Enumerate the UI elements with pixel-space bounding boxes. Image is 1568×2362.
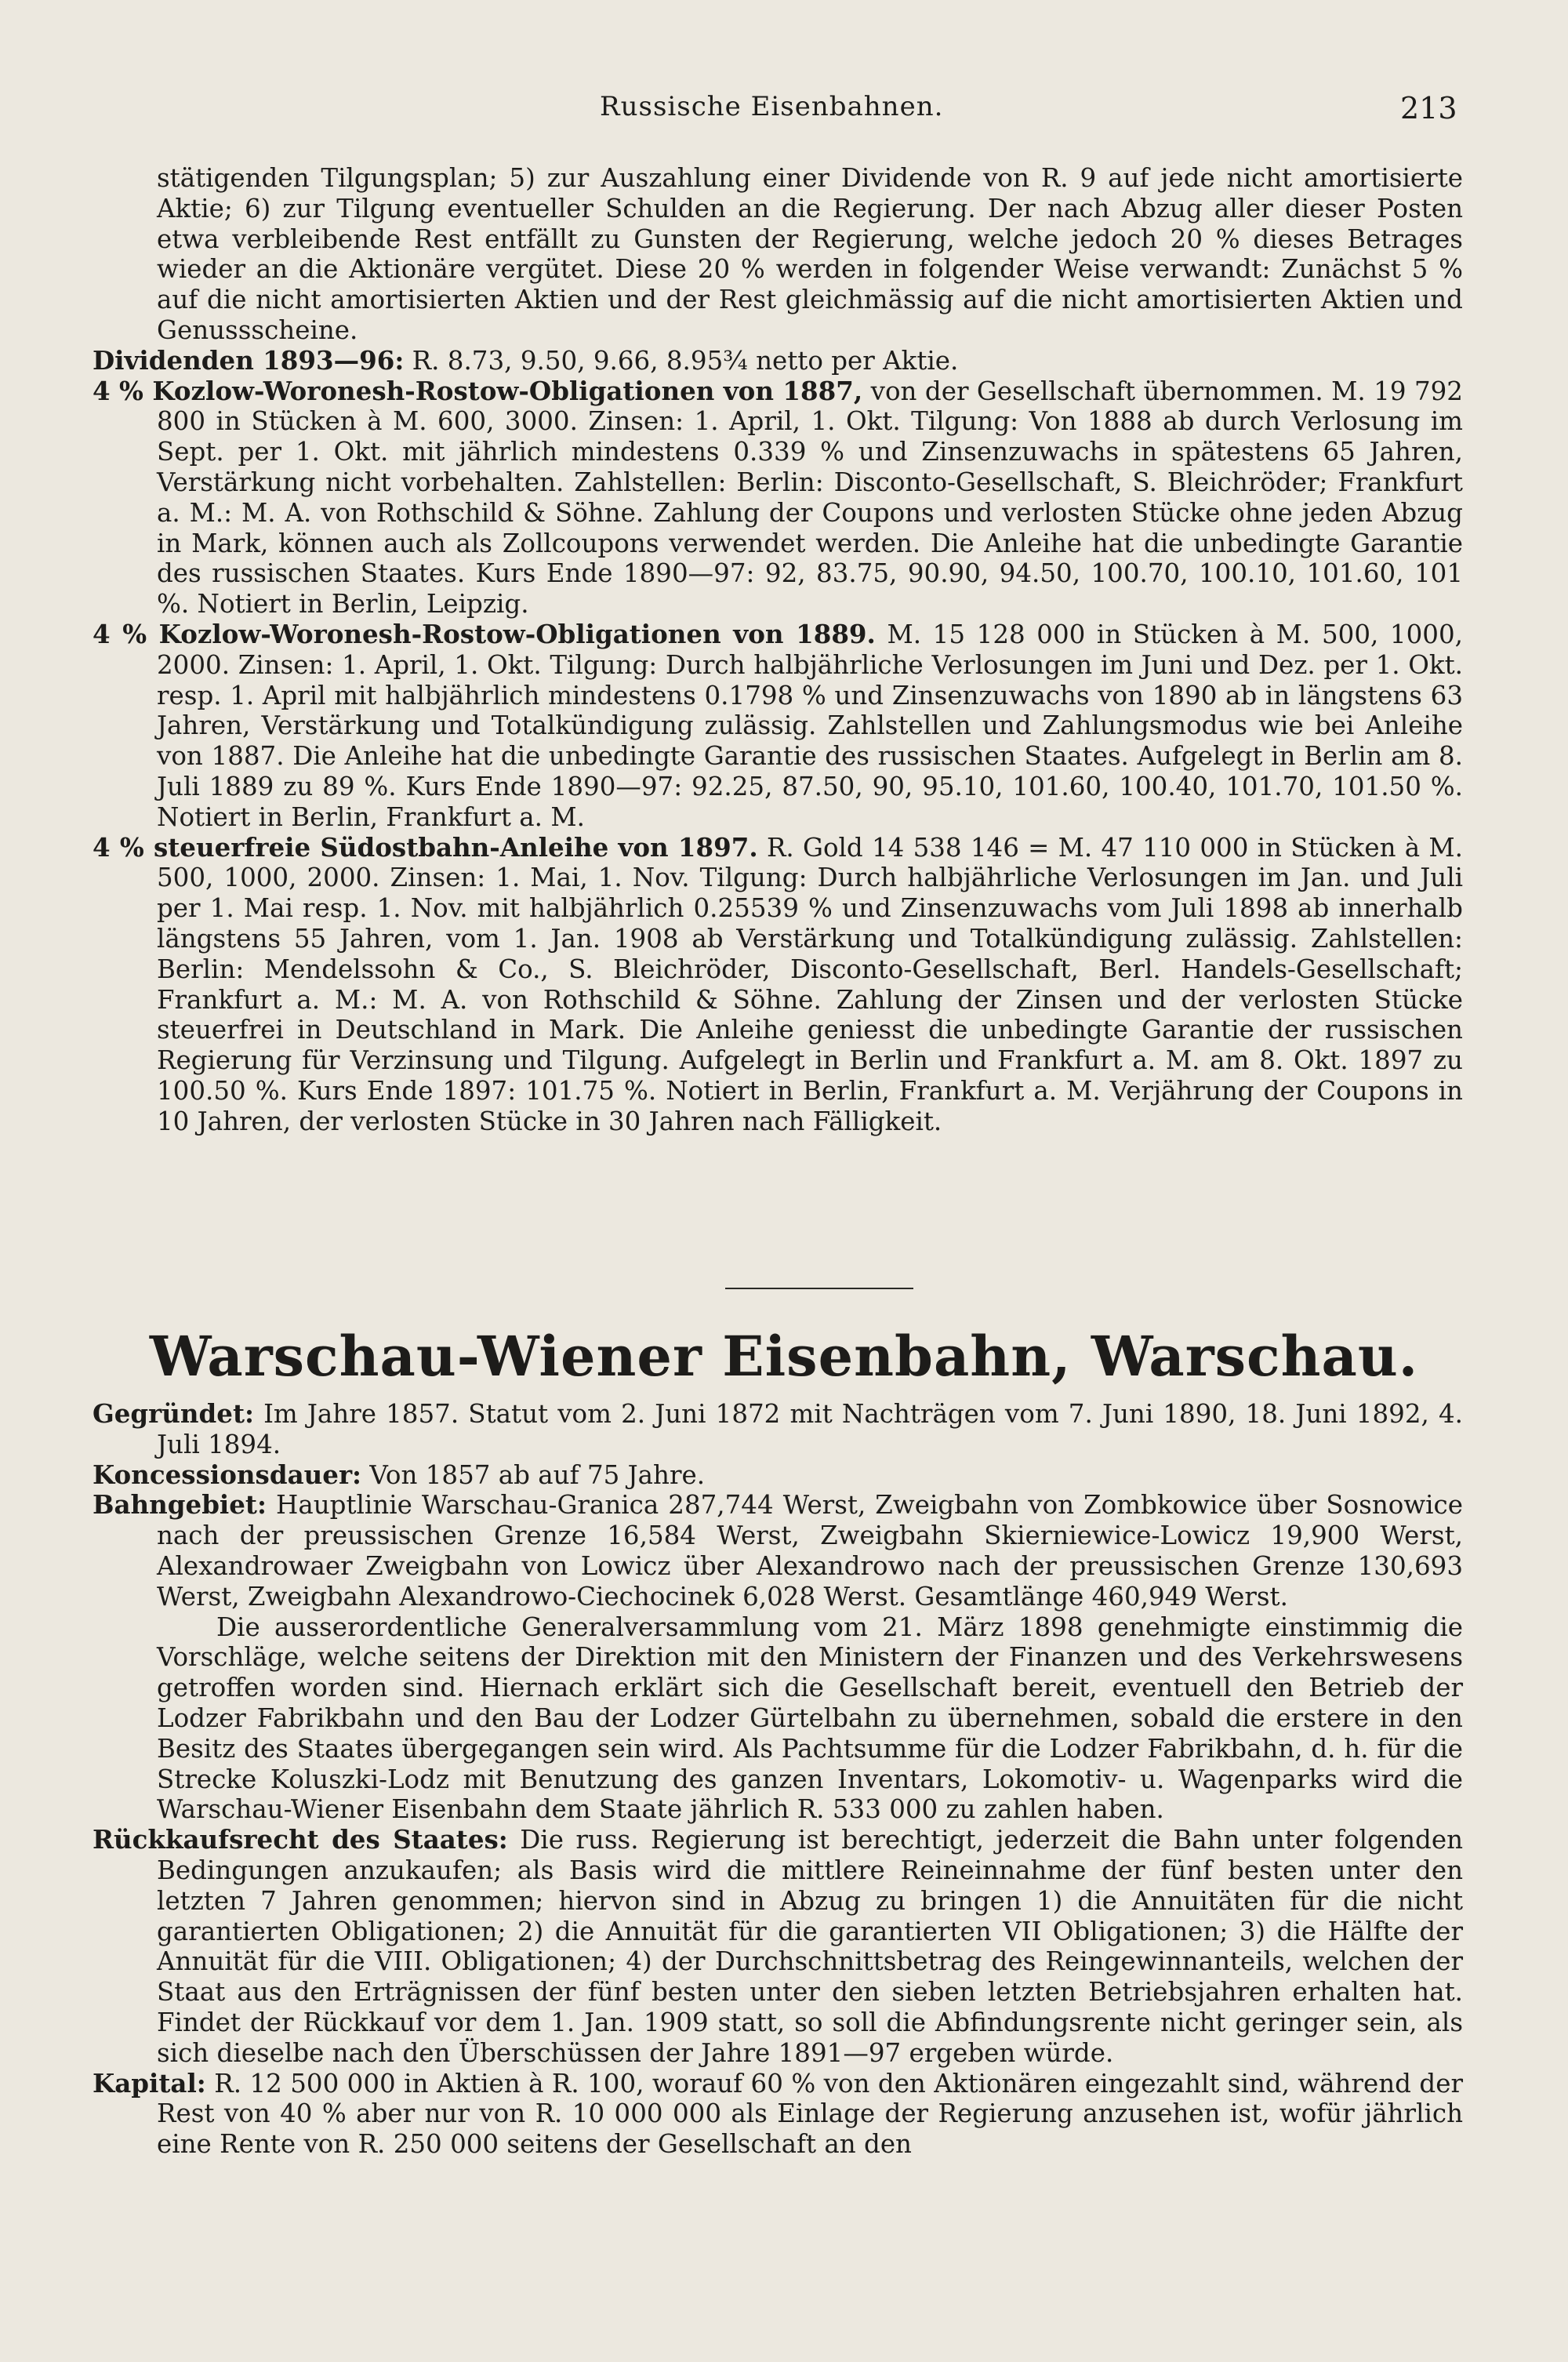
dividends-entry (93, 346, 1463, 376)
page-number: 213 (1400, 91, 1457, 125)
founded-label: Gegründet: (93, 1398, 254, 1429)
loan-1889-text: M. 15 128 000 in Stücken à M. 500, 1000, 2000. Zinsen: 1. April, 1. Okt. Tilgung: Durch halbjährliche Verlosungen im Juni und Dez. per 1. Okt. resp. 1. April mit halbjährlich mindestens 0.1798 % und Zinsenzuwachs von 1890 ab in längstens 63 Jahren, Verstärkung und Totalkündigung zulässig. Zahlstellen und Zahlungsmodus wie bei Anleihe von 1887. Die Anleihe hat die unbedingte Garantie des russischen Staates. Aufgelegt in Berlin am 8. Juli 1889 zu 89 %. Kurs Ende 1890—97: 92.25, 87.50, 90, 95.10, 101.60, 100.40, 101.70, 101.50 %. Notiert in Berlin, Frankfurt a. M. (157, 619, 1463, 832)
section-heading: Warschau-Wiener Eisenbahn, Warschau. (149, 1324, 1419, 1389)
buyback-entry (93, 1825, 1463, 2068)
founded-text: Im Jahre 1857. Statut vom 2. Juni 1872 mit Nachträgen vom 7. Juni 1890, 18. Juni 1892, 4. Juli 1894. (157, 1399, 1463, 1459)
general-meeting-paragraph: Die ausserordentliche Generalversammlung vom 21. März 1898 genehmigte einstimmig die Vorschläge, welche seitens der Direktion mit den Ministern der Finanzen und des Verkehrswesens getroffen worden sind. Hiernach erklärt sich die Gesellschaft bereit, eventuell den Betrieb der Lodzer Fabrikbahn und den Bau der Lodzer Gürtelbahn zu übernehmen, sobald die erstere in den Besitz des Staates übergegangen sein wird. Als Pachtsumme für die Lodzer Fabrikbahn, d. h. für die Strecke Koluszki-Lodz mit Benutzung des ganzen Inventars, Lokomotiv- u. Wagenparks wird die Warschau-Wiener Eisenbahn dem Staate jährlich R. 533 000 zu zahlen haben. (157, 1612, 1463, 1825)
loan-1897-label: 4 % steuerfreie Südostbahn-Anleihe von 1897. (93, 831, 758, 863)
network-entry (93, 1490, 1463, 1612)
loan-1887-entry (93, 376, 1463, 620)
capital-entry (93, 2069, 1463, 2160)
dividends-label: Dividenden 1893—96: (93, 344, 405, 376)
loan-1889-label: 4 % Kozlow-Woronesh-Rostow-Obligationen von 1889. (93, 618, 876, 649)
section-divider (725, 1288, 913, 1289)
founded-entry (93, 1399, 1463, 1460)
buyback-text: Die russ. Regierung ist berechtigt, jederzeit die Bahn unter folgenden Bedingungen anzukaufen; als Basis wird die mittlere Reineinnahme der fünf besten unter den letzten 7 Jahren genommen; hiervon sind in Abzug zu bringen 1) die Annuitäten für die nicht garantierten Obligationen; 2) die Annuität für die garantierten VII Obligationen; 3) die Hälfte der Annuität für die VIII. Obligationen; 4) der Durchschnittsbetrag des Reingewinnanteils, welchen der Staat aus den Erträgnissen der fünf besten unter den sieben letzten Betriebsjahren erhalten hat. Findet der Rückkauf vor dem 1. Jan. 1909 statt, so soll die Abfindungsrente nicht geringer sein, als sich dieselbe nach den Überschüssen der Jahre 1891—97 ergeben würde. (157, 1825, 1463, 2068)
railway-finance-continuation (93, 163, 1463, 1137)
dividends-text: R. 8.73, 9.50, 9.66, 8.95¾ netto per Aktie. (412, 345, 959, 376)
running-title: Russische Eisenbahnen. (600, 91, 944, 122)
loan-1889-entry (93, 620, 1463, 833)
warschau-wiener-section (93, 1399, 1463, 2160)
concession-entry (93, 1460, 1463, 1491)
capital-label: Kapital: (93, 2067, 206, 2099)
concession-text: Von 1857 ab auf 75 Jahre. (369, 1459, 706, 1490)
continuation-paragraph: stätigenden Tilgungsplan; 5) zur Auszahlung einer Dividende von R. 9 auf jede nicht amortisierte Aktie; 6) zur Tilgung eventueller Schulden an die Regierung. Der nach Abzug aller dieser Posten etwa verbleibende Rest entfällt zu Gunsten der Regierung, welche jedoch 20 % dieses Betrages wieder an die Aktionäre vergütet. Diese 20 % werden in folgender Weise verwandt: Zunächst 5 % auf die nicht amortisierten Aktien und der Rest gleichmässig auf die nicht amortisierten Aktien und Genussscheine. (157, 163, 1463, 345)
loan-1887-text: von der Gesellschaft übernommen. M. 19 792 800 in Stücken à M. 600, 3000. Zinsen: 1. April, 1. Okt. Tilgung: Von 1888 ab durch Verlosung im Sept. per 1. Okt. mit jährlich mindestens 0.339 % und Zinsenzuwachs in spätestens 65 Jahren, Verstärkung nicht vorbehalten. Zahlstellen: Berlin: Disconto-Gesellschaft, S. Bleichröder; Frankfurt a. M.: M. A. von Rothschild & Söhne. Zahlung der Coupons und verlosten Stücke ohne jeden Abzug in Mark, können auch als Zollcoupons verwendet werden. Die Anleihe hat die unbedingte Garantie des russischen Staates. Kurs Ende 1890—97: 92, 83.75, 90.90, 94.50, 100.70, 100.10, 101.60, 101 %. Notiert in Berlin, Leipzig. (157, 376, 1463, 620)
loan-1897-text: R. Gold 14 538 146 = M. 47 110 000 in Stücken à M. 500, 1000, 2000. Zinsen: 1. Mai, 1. Nov. Tilgung: Durch halbjährliche Verlosungen im Jan. und Juli per 1. Mai resp. 1. Nov. mit halbjährlich 0.25539 % und Zinsenzuwachs vom Juli 1898 ab innerhalb längstens 55 Jahren, vom 1. Jan. 1908 ab Verstärkung und Totalkündigung zulässig. Zahlstellen: Berlin: Mendelssohn & Co., S. Bleichröder, Disconto-Gesellschaft, Berl. Handels-Gesellschaft; Frankfurt a. M.: M. A. von Rothschild & Söhne. Zahlung der Zinsen und der verlosten Stücke steuerfrei in Deutschland in Mark. Die Anleihe geniesst die unbedingte Garantie der russischen Regierung für Verzinsung und Tilgung. Aufgelegt in Berlin und Frankfurt a. M. am 8. Okt. 1897 zu 100.50 %. Kurs Ende 1897: 101.75 %. Notiert in Berlin, Frankfurt a. M. Verjährung der Coupons in 10 Jahren, der verlosten Stücke in 30 Jahren nach Fälligkeit. (157, 832, 1463, 1136)
capital-text: R. 12 500 000 in Aktien à R. 100, worauf 60 % von den Aktionären eingezahlt sind, während der Rest von 40 % aber nur von R. 10 000 000 als Einlage der Regierung anzusehen ist, wofür jährlich eine Rente von R. 250 000 seitens der Gesellschaft an den (157, 2068, 1463, 2160)
network-label: Bahngebiet: (93, 1489, 267, 1521)
network-text: Hauptlinie Warschau-Granica 287,744 Werst, Zweigbahn von Zombkowice über Sosnowice nach der preussischen Grenze 16,584 Werst, Zweigbahn Skierniewice-Lowicz 19,900 Werst, Alexandrowaer Zweigbahn von Lowicz über Alexandrowo nach der preussischen Grenze 130,693 Werst, Zweigbahn Alexandrowo-Ciechocinek 6,028 Werst. Gesamtlänge 460,949 Werst. (157, 1490, 1463, 1612)
page-header (0, 88, 1568, 127)
buyback-label: Rückkaufsrecht des Staates: (93, 1824, 508, 1855)
loan-1897-entry (93, 833, 1463, 1137)
loan-1887-label: 4 % Kozlow-Woronesh-Rostow-Obligationen von 1887, (93, 375, 863, 406)
concession-label: Koncessionsdauer: (93, 1459, 362, 1490)
